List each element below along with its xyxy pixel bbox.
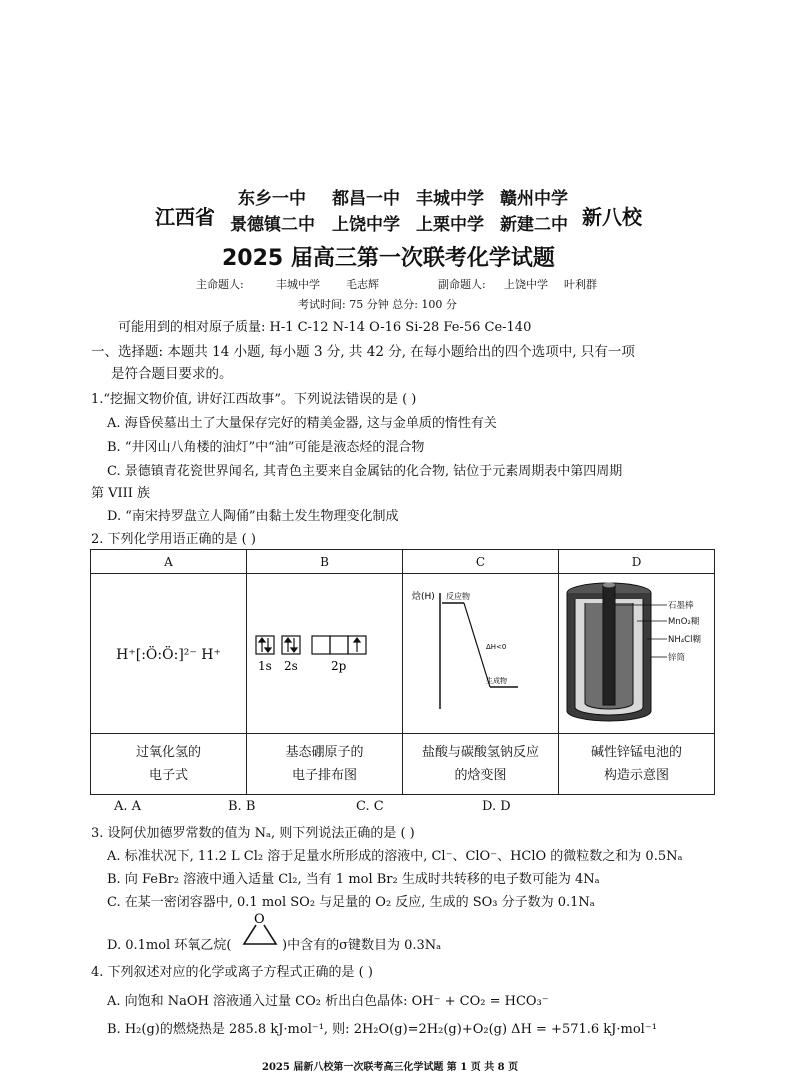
q1-stem: 1.“挖掘文物价值, 讲好江西故事”。下列说法错误的是 ( ): [91, 392, 417, 407]
q1-option-b: B. “井冈山八角楼的油灯”中“油”可能是液态烃的混合物: [107, 440, 425, 455]
deputy-author-school: 上饶中学: [504, 278, 548, 291]
q2-caption-c: [403, 734, 559, 795]
school-8: 新建二中: [500, 215, 568, 235]
enthalpy-diagram: [406, 577, 556, 727]
school-1: 东乡一中: [238, 189, 306, 209]
caption-line: 的焓变图: [454, 768, 507, 783]
q1-option-c-cont: 第 VIII 族: [91, 486, 151, 501]
label-nh4cl-paste: NH₄Cl糊: [667, 634, 701, 645]
products-label: 生成物: [485, 676, 507, 685]
caption-line: 碱性锌锰电池的: [590, 745, 682, 760]
q2-header-a: A: [91, 550, 247, 574]
q2-header-d: D: [559, 550, 715, 574]
atomic-masses: 可能用到的相对原子质量: H-1 C-12 N-14 O-16 Si-28 Fe-56 Ce-140: [118, 320, 532, 335]
caption-line: 电子式: [148, 768, 188, 783]
caption-line: 过氧化氢的: [135, 745, 201, 760]
zinc-manganese-battery-diagram: [561, 577, 713, 727]
school-4: 赣州中学: [500, 189, 568, 209]
q3-option-b: B. 向 FeBr₂ 溶液中通入适量 Cl₂, 当有 1 mol Br₂ 生成时共转移的电子数可能为 4Nₐ: [107, 872, 600, 887]
caption-line: 盐酸与碳酸氢钠反应: [421, 745, 539, 760]
q2-cell-d: [559, 574, 715, 734]
orbital-label-2p: 2p: [330, 658, 346, 673]
school-3: 丰城中学: [416, 189, 484, 209]
q4-stem: 4. 下列叙述对应的化学或离子方程式正确的是 ( ): [91, 965, 373, 980]
q2-choice-d: D. D: [482, 799, 511, 814]
section1-intro-cont: 是符合题目要求的。: [111, 366, 233, 382]
q2-stem: 2. 下列化学用语正确的是 ( ): [91, 532, 256, 547]
q1-option-c: C. 景德镇青花瓷世界闻名, 其青色主要来自金属钴的化合物, 钴位于元素周期表中第四周期: [107, 464, 623, 479]
q2-cell-b: [247, 574, 403, 734]
q4-option-a: A. 向饱和 NaOH 溶液通入过量 CO₂ 析出白色晶体: OH⁻ + CO₂ = HCO₃⁻: [107, 994, 549, 1009]
q2-cell-a: [91, 574, 247, 734]
q1-option-a: A. 海昏侯墓出土了大量保存完好的精美金器, 这与金单质的惰性有关: [107, 416, 497, 431]
reactants-label: 反应物: [445, 591, 470, 601]
school-5: 景德镇二中: [230, 215, 315, 235]
q2-caption-d: [559, 734, 715, 795]
group-label: 新八校: [582, 205, 642, 229]
orbital-label-1s: 1s: [257, 658, 272, 673]
delta-h-label: ΔH<0: [485, 642, 506, 651]
exam-title: 2025 届高三第一次联考化学试题: [222, 246, 555, 271]
orbital-label-2s: 2s: [283, 658, 298, 673]
epoxide-oxygen-label: O: [254, 912, 265, 927]
chief-author-school: 丰城中学: [276, 278, 320, 291]
label-zinc-can: 锌筒: [667, 652, 685, 663]
school-2: 都昌一中: [332, 189, 400, 209]
q2-choice-c: C. C: [356, 799, 384, 814]
q2-cell-c: [403, 574, 559, 734]
school-7: 上栗中学: [416, 215, 484, 235]
q2-choice-b: B. B: [228, 799, 256, 814]
peroxide-electron-formula: H⁺[:Ö:Ö:]²⁻ H⁺: [116, 647, 221, 663]
q2-options-table: [90, 549, 715, 795]
caption-line: 构造示意图: [603, 768, 669, 783]
province-label: 江西省: [155, 205, 215, 229]
page-footer: 2025 届新八校第一次联考高三化学试题 第 1 页 共 8 页: [262, 1062, 519, 1073]
epoxide-ring-structure: [238, 910, 282, 950]
section1-intro: 一、选择题: 本题共 14 小题, 每小题 3 分, 共 42 分, 在每小题给出的四个选项中, 只有一项: [91, 344, 635, 360]
q3-option-a: A. 标准状况下, 11.2 L Cl₂ 溶于足量水所形成的溶液中, Cl⁻、ClO⁻、HClO 的微粒数之和为 0.5Nₐ: [107, 849, 683, 864]
school-6: 上饶中学: [332, 215, 400, 235]
q1-option-d: D. “南宋持罗盘立人陶俑”由黏土发生物理变化制成: [107, 509, 399, 524]
boron-orbital-diagram: [250, 622, 400, 682]
q3-stem: 3. 设阿伏加德罗常数的值为 Nₐ, 则下列说法正确的是 ( ): [91, 826, 415, 841]
q3-option-d-part2: )中含有的σ键数目为 0.3Nₐ: [282, 938, 442, 953]
q4-option-b: B. H₂(g)的燃烧热是 285.8 kJ·mol⁻¹, 则: 2H₂O(g)=2H₂(g)+O₂(g) ΔH = +571.6 kJ·mol⁻¹: [107, 1022, 657, 1037]
chief-author-name: 毛志辉: [346, 278, 379, 291]
q3-option-c: C. 在某一密闭容器中, 0.1 mol SO₂ 与足量的 O₂ 反应, 生成的 SO₃ 分子数为 0.1Nₐ: [107, 895, 595, 910]
caption-line: 基态硼原子的: [285, 745, 364, 760]
enthalpy-axis-label: 焓(H): [411, 591, 435, 602]
deputy-author-label: 副命题人:: [438, 278, 486, 291]
label-graphite-rod: 石墨棒: [667, 600, 694, 611]
deputy-author-name: 叶利群: [564, 278, 597, 291]
q2-choice-a: A. A: [114, 799, 142, 814]
q2-caption-b: [247, 734, 403, 795]
chief-author-label: 主命题人:: [196, 278, 244, 291]
q3-option-d-part1: D. 0.1mol 环氧乙烷(: [107, 938, 232, 953]
label-mno2-paste: MnO₂糊: [667, 616, 699, 627]
q2-caption-a: [91, 734, 247, 795]
caption-line: 电子排布图: [291, 768, 357, 783]
q2-header-c: C: [403, 550, 559, 574]
q2-header-b: B: [247, 550, 403, 574]
exam-info: 考试时间: 75 分钟 总分: 100 分: [298, 298, 457, 311]
